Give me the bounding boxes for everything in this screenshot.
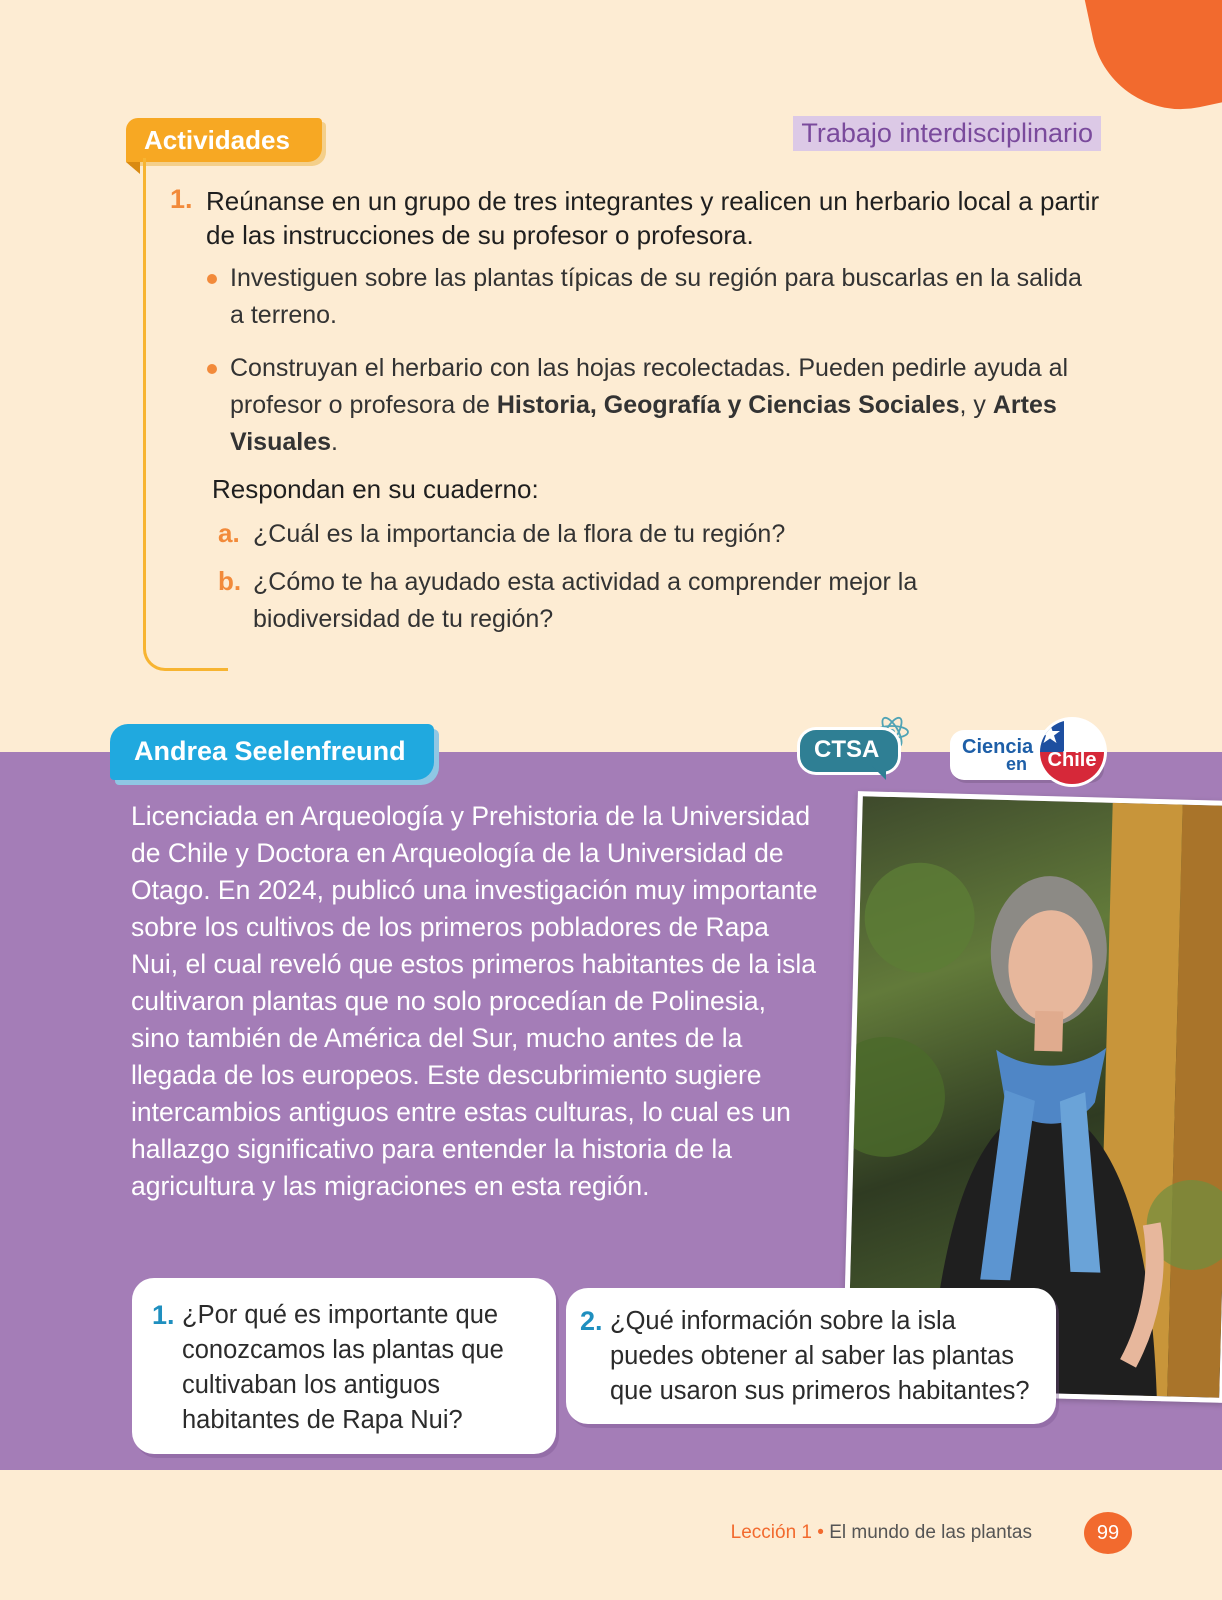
lesson-label: Lección 1: [730, 1522, 812, 1543]
bullet-dot: [207, 364, 217, 374]
interdisciplinary-badge: Trabajo interdisciplinario: [793, 116, 1101, 151]
scientist-name-tab: [110, 724, 434, 780]
page-number: 99: [1084, 1512, 1132, 1554]
bullet-item: Investiguen sobre las plantas típicas de su región para buscarlas en la salida a terreno.: [230, 264, 1082, 329]
ctsa-tail: [872, 766, 886, 780]
chile-label: Chile: [1047, 749, 1097, 771]
bullet-item: Construyan el herbario con las hojas recolectadas. Pueden pedirle ayuda al profesor o profesora de Historia, Geografía y Ciencias Sociales, y Artes Visuales.: [230, 354, 1069, 456]
tab-fold: [126, 162, 140, 174]
footer: [731, 1522, 1032, 1544]
bullet-dot: [207, 274, 217, 284]
question-card: [566, 1288, 1056, 1424]
chile-flag-icon: [1036, 716, 1108, 788]
question-text: Reúnanse en un grupo de tres integrantes y realicen un herbario local a partir de las instrucciones de su profesor o profesora.: [206, 186, 1100, 250]
scientist-name: Andrea Seelenfreund: [134, 736, 406, 766]
respond-label: Respondan en su cuaderno:: [212, 474, 539, 504]
activities-label: Actividades: [144, 125, 290, 155]
question-card: [132, 1278, 556, 1454]
sub-question-text: ¿Cómo te ha ayudado esta actividad a comprender mejor la biodiversidad de tu región?: [253, 568, 918, 633]
sub-question-letter: b.: [218, 566, 242, 596]
sub-question-letter: a.: [218, 518, 240, 548]
lesson-topic: El mundo de las plantas: [829, 1522, 1032, 1543]
sub-question-text: ¿Cuál es la importancia de la flora de tu región?: [253, 520, 786, 548]
card-question: ¿Qué información sobre la isla puedes obtener al saber las plantas que usaron sus primeros habitantes?: [610, 1307, 1030, 1405]
card-number: 2.: [580, 1306, 603, 1336]
card-number: 1.: [152, 1300, 175, 1330]
footer-separator: •: [811, 1522, 830, 1543]
activities-tab: [126, 118, 322, 162]
corner-decoration: [1076, 0, 1222, 126]
en-label: en: [1006, 754, 1028, 774]
ctsa-label: CTSA: [814, 736, 880, 763]
ciencia-label: Ciencia: [962, 736, 1034, 758]
card-question: ¿Por qué es importante que conozcamos las plantas que cultivaban los antiguos habitantes de Rapa Nui?: [182, 1301, 504, 1434]
scientist-bio: Licenciada en Arqueología y Prehistoria de la Universidad de Chile y Doctora en Arqueología de la Universidad de Otago. En 2024, publicó una investigación muy importante sobre los cultivos de los primeros pobladores de Rapa Nui, el cual reveló que estos primeros habitantes de la isla cultivaron plantas que no solo procedían de Polinesia, sino también de América del Sur, mucho antes de la llegada de los europeos. Este descubrimiento sugiere intercambios antiguos entre estas culturas, lo cual es un hallazgo significativo para entender la historia de la agricultura y las migraciones en esta región.: [131, 801, 818, 1201]
question-number: 1.: [170, 184, 193, 214]
